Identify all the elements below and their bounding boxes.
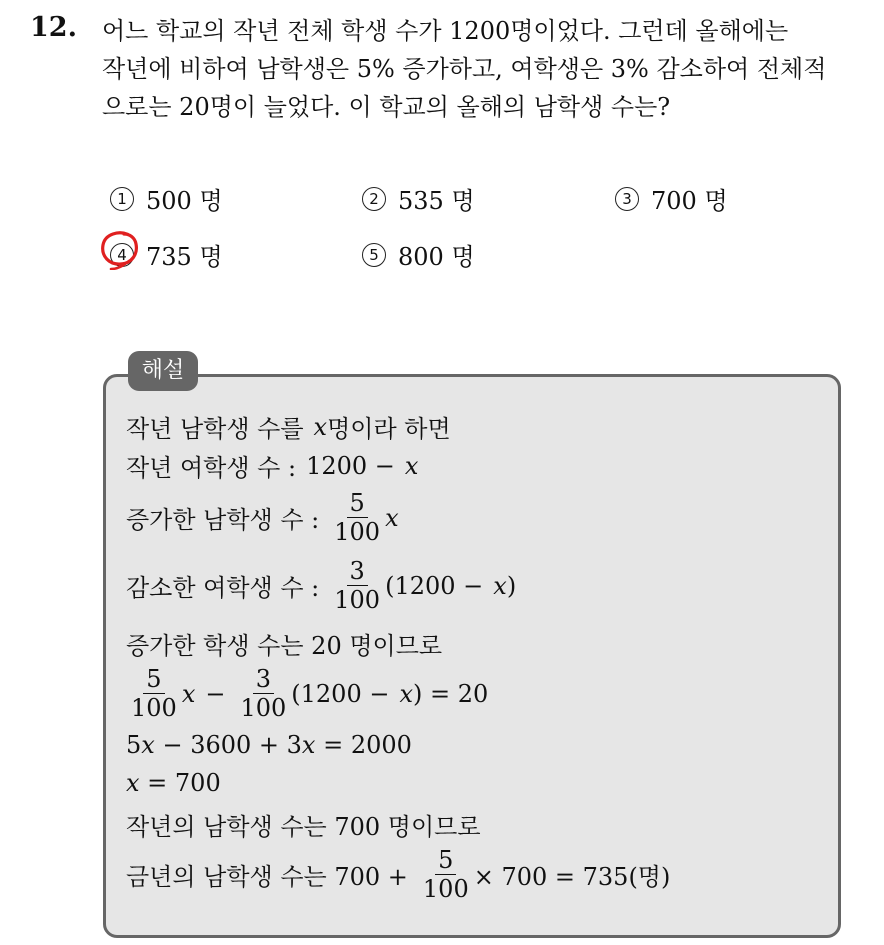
fraction — [331, 489, 383, 546]
text: 감소한 여학생 수 : — [126, 574, 320, 602]
numerator: 3 — [253, 665, 274, 694]
choice-text: 700 명 — [651, 187, 728, 215]
solution-tag: 해설 — [128, 351, 198, 391]
variable: x — [313, 412, 328, 441]
variable: x — [385, 503, 399, 532]
denominator: 100 — [334, 586, 381, 614]
numerator: 5 — [143, 665, 164, 694]
fraction — [128, 665, 180, 722]
fraction — [420, 846, 472, 903]
choice-text: 500 명 — [146, 187, 223, 215]
text: 명이라 하면 — [327, 415, 451, 443]
solution-line — [126, 807, 481, 842]
solution-line — [126, 846, 670, 903]
question-line: 어느 학교의 작년 전체 학생 수가 1200명이었다. 그런데 올해에는 — [102, 17, 789, 45]
denominator: 100 — [131, 694, 177, 722]
text: 금년의 남학생 수는 700 + — [126, 863, 408, 891]
text: 작년의 남학생 수는 700 명이므로 — [126, 813, 481, 841]
solution-line — [126, 665, 488, 722]
choice-5[interactable] — [362, 237, 475, 272]
variable: x — [141, 731, 155, 759]
variable: x — [399, 679, 414, 708]
numerator: 3 — [347, 557, 368, 586]
text: 5 — [126, 731, 142, 759]
text: = 700 — [139, 769, 221, 797]
text: ) = 20 — [413, 679, 489, 708]
question-line: 작년에 비하여 남학생은 5% 증가하고, 여학생은 3% 감소하여 전체적 — [102, 55, 827, 83]
text: − — [205, 679, 226, 708]
solution-line — [126, 731, 412, 759]
variable: x — [126, 769, 140, 797]
text: (1200 − — [291, 679, 390, 708]
denominator: 100 — [334, 518, 381, 546]
text: − 3600 + 3 — [154, 731, 302, 759]
denominator: 100 — [422, 875, 469, 903]
question-number: 12. — [30, 12, 77, 43]
choice-number: 3 — [615, 187, 639, 211]
choice-number: 5 — [362, 243, 386, 267]
solution-line — [126, 557, 516, 614]
choice-text: 735 명 — [146, 243, 223, 271]
choice-number: 4 — [110, 243, 134, 267]
text: 1200 − — [306, 451, 395, 480]
choice-text: 535 명 — [398, 187, 475, 215]
fraction — [331, 557, 383, 614]
variable: x — [493, 571, 507, 600]
answer-circle-mark — [99, 229, 143, 270]
solution-line — [126, 769, 221, 797]
fraction — [237, 665, 289, 722]
choice-text: 800 명 — [398, 243, 475, 271]
text: 작년 여학생 수 : — [126, 454, 297, 482]
denominator: 100 — [240, 694, 287, 722]
choice-3[interactable] — [615, 181, 728, 216]
question-text — [102, 12, 872, 126]
text: 작년 남학생 수를 — [126, 415, 304, 443]
choice-1[interactable] — [110, 181, 223, 216]
solution-line — [126, 409, 451, 444]
choice-2[interactable] — [362, 181, 475, 216]
solution-line — [126, 626, 442, 661]
text: (1200 − — [385, 571, 484, 600]
question-line: 으로는 20명이 늘었다. 이 학교의 올해의 남학생 수는? — [102, 93, 671, 121]
text: ) — [506, 571, 517, 600]
variable: x — [301, 731, 316, 759]
text: 증가한 학생 수는 20 명이므로 — [126, 632, 443, 660]
text: = 2000 — [315, 731, 412, 759]
text: 증가한 남학생 수 : — [126, 506, 320, 534]
solution-line — [126, 448, 418, 483]
variable: x — [404, 451, 419, 480]
numerator: 5 — [347, 489, 368, 518]
numerator: 5 — [435, 846, 456, 875]
choice-number: 2 — [362, 187, 386, 211]
variable: x — [181, 679, 196, 708]
solution-line — [126, 489, 399, 546]
text: × 700 = 735(명) — [473, 863, 671, 891]
choice-number: 1 — [110, 187, 134, 211]
